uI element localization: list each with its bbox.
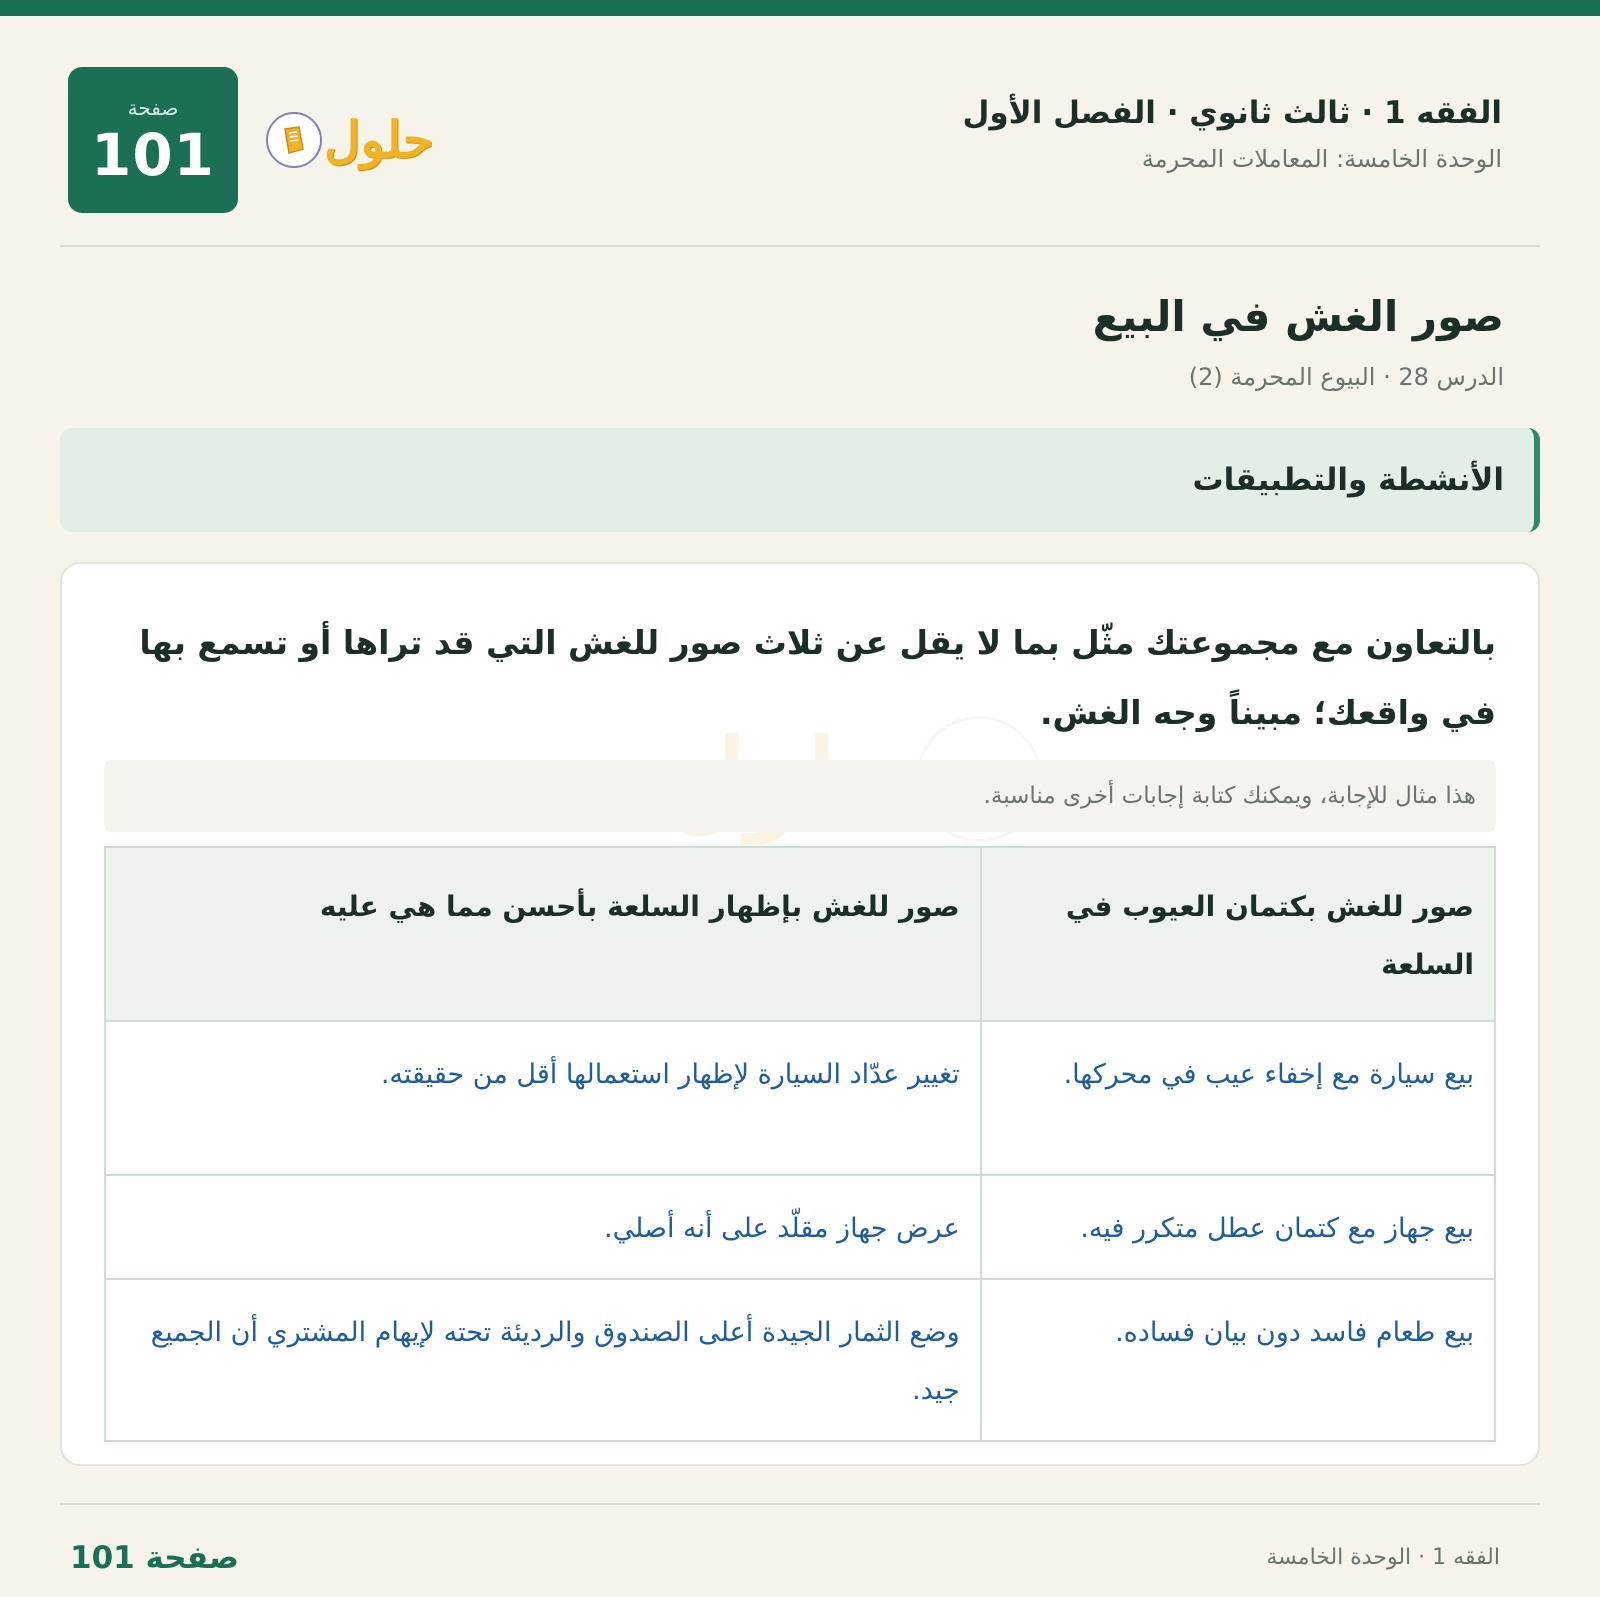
unit-subtitle: الوحدة الخامسة: المعاملات المحرمة xyxy=(1141,145,1502,173)
activity-question: بالتعاون مع مجموعتك مثّل بما لا يقل عن ثلاث صور للغش التي قد تراها أو تسمع بها في واقعك؛ مبيناً وجه الغش. xyxy=(139,623,1496,732)
table-cell: بيع جهاز مع كتمان عطل متكرر فيه. xyxy=(981,1175,1495,1279)
top-accent-bar xyxy=(0,0,1600,16)
lesson-title: صور الغش في البيع xyxy=(1092,292,1504,341)
page-header xyxy=(68,67,1502,213)
book-title: الفقه 1 · ثالث ثانوي · الفصل الأول xyxy=(962,95,1502,131)
table-cell: تغيير عدّاد السيارة لإظهار استعمالها أقل من حقيقته. xyxy=(105,1021,981,1175)
logo-text: حلول xyxy=(324,110,434,169)
answer-table xyxy=(104,846,1496,1442)
section-title: الأنشطة والتطبيقات xyxy=(1192,462,1504,498)
table-cell: وضع الثمار الجيدة أعلى الصندوق والرديئة تحته لإيهام المشتري أن الجميع جيد. xyxy=(105,1279,981,1441)
footer-book-info: الفقه 1 · الوحدة الخامسة xyxy=(1266,1545,1500,1570)
footer-page-number: صفحة 101 xyxy=(70,1540,239,1576)
table-header-row xyxy=(105,847,1495,1021)
header-brand-group xyxy=(68,67,434,213)
answer-note xyxy=(104,760,1496,832)
table-header-concealment: صور للغش بكتمان العيوب في السلعة xyxy=(981,847,1495,1021)
activity-card xyxy=(60,562,1540,1466)
table-row xyxy=(105,1175,1495,1279)
book-icon xyxy=(266,112,322,168)
footer-divider xyxy=(60,1503,1540,1505)
section-header xyxy=(60,428,1540,532)
table-cell: بيع سيارة مع إخفاء عيب في محركها. xyxy=(981,1021,1495,1175)
table-cell: بيع طعام فاسد دون بيان فساده. xyxy=(981,1279,1495,1441)
table-header-embellishment: صور للغش بإظهار السلعة بأحسن مما هي عليه xyxy=(105,847,981,1021)
header-text xyxy=(962,67,1502,173)
header-divider xyxy=(60,245,1540,247)
page-badge-label: صفحة xyxy=(127,96,179,120)
page-badge-number: 101 xyxy=(90,121,216,189)
lesson-subtitle: الدرس 28 · البيوع المحرمة (2) xyxy=(1188,363,1504,391)
hulul-logo xyxy=(266,112,434,168)
table-row xyxy=(105,1279,1495,1441)
table-cell: عرض جهاز مقلّد على أنه أصلي. xyxy=(105,1175,981,1279)
answer-note-text: هذا مثال للإجابة، ويمكنك كتابة إجابات أخرى مناسبة. xyxy=(983,783,1476,809)
table-row xyxy=(105,1021,1495,1175)
page-number-badge xyxy=(68,67,238,213)
